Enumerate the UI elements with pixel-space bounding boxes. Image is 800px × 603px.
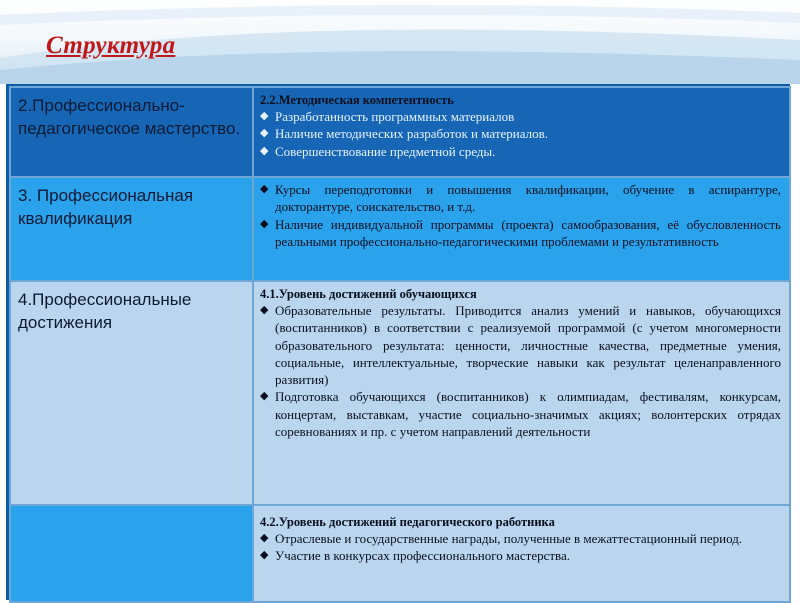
row-label: 4.Профессиональные достижения [18,290,192,332]
row-label-cell [10,281,253,505]
section-heading: 2.2.Методическая компетентность [260,93,454,107]
list-item: ◆ Совершенствование предметной среды. [260,143,496,159]
row-label-cell [10,177,253,281]
bullet-icon: ◆ [260,127,269,140]
bullet-list [260,181,781,250]
slide-title: Структура [46,32,176,59]
table-row [10,177,790,281]
list-item: ◆ Наличие методических разработок и материалов. [260,126,548,142]
bullet-icon: ◆ [260,217,269,230]
bullet-icon: ◆ [260,304,269,316]
bullet-icon: ◆ [260,390,269,403]
bullet-icon: ◆ [260,183,269,195]
row-label: 2.Профессионально-педагогическое мастерство. [18,96,241,138]
list-item: ◆ Образовательные результаты. Приводится анализ умений и навыков, обучающихся (воспитанников) в соответствии с реализуемой программой (с учетом многомерности образовательного результата: ценности, личностные качества, предметные умения, социальные, интеллектуальные, творческие навыки как результат целенаправленного развития) [260,303,781,388]
table-row [10,505,790,602]
bullet-icon: ◆ [260,144,269,157]
row-label: 3. Профессиональная квалификация [18,186,194,228]
bullet-icon: ◆ [260,532,269,544]
list-item: ◆ Наличие индивидуальной программы (проекта) самообразования, её обусловленность реальными профессионально-педагогическими проблемами и результативность [260,216,781,249]
row-label-cell [10,87,253,177]
bullet-list [260,302,781,440]
row-content-cell [253,281,790,505]
list-item: ◆ Подготовка обучающихся (воспитанников) к олимпиадам, фестивалям, конкурсам, концертам, выставкам, участие социально-значимых акциях; волонтерских отрядах соревнованиях и пр. с учетом направлений деятельности [260,389,781,440]
table-row [10,281,790,505]
section-heading: 4.1.Уровень достижений обучающихся [260,287,477,301]
row-label [11,506,252,512]
bullet-icon: ◆ [260,549,269,562]
structure-table [9,86,791,603]
table-row [10,87,790,177]
bullet-list [260,530,781,565]
section-heading: 4.2.Уровень достижений педагогического работника [260,515,555,529]
row-content-cell [253,177,790,281]
list-item: ◆ Курсы переподготовки и повышения квалификации, обучение в аспирантуре, докторантуре, соискательство, и т.д. [260,182,781,215]
list-item: ◆ Отраслевые и государственные награды, полученные в межаттестационный период. [260,531,743,546]
bullet-icon: ◆ [260,110,269,122]
list-item: ◆ Участие в конкурсах профессионального мастерства. [260,548,571,564]
row-label-cell [10,505,253,602]
right-edge [790,84,800,600]
list-item: ◆ Разработанность программных материалов [260,109,515,124]
row-content-cell [253,505,790,602]
row-content-cell [253,87,790,177]
bullet-list [260,108,781,160]
